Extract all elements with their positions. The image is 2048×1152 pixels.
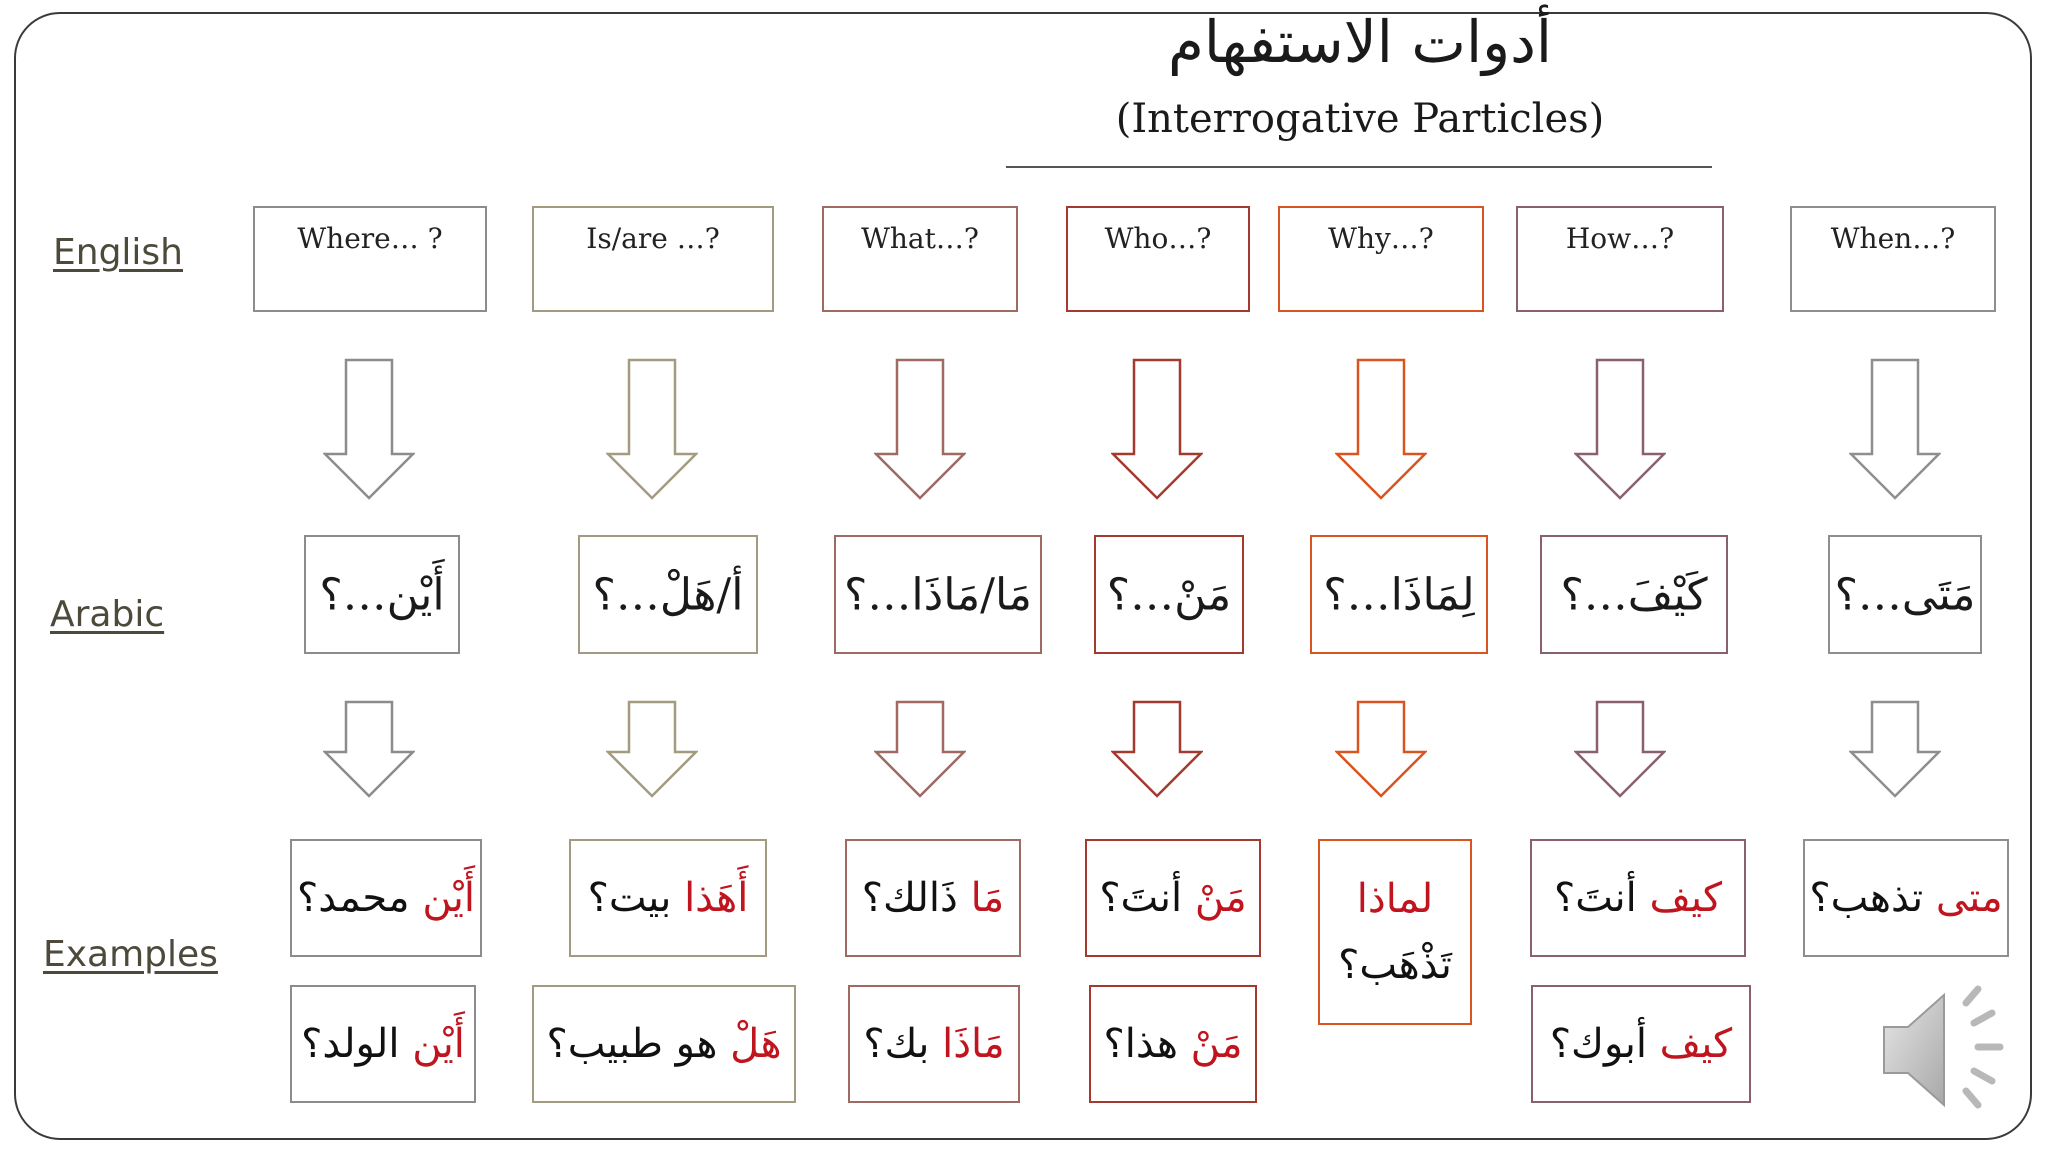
- english-box-what: What…?: [822, 206, 1018, 312]
- english-box-why: Why…?: [1278, 206, 1484, 312]
- arrow-down-icon: [606, 700, 698, 798]
- arrow-down-icon: [1335, 700, 1427, 798]
- arrow-down-icon: [1111, 358, 1203, 500]
- arrow-down-icon: [1849, 358, 1941, 500]
- row-label-english: English: [53, 232, 183, 273]
- arabic-box-who: مَنْ…؟: [1094, 535, 1244, 654]
- example-box-what-2: مَاذَا بك؟: [848, 985, 1020, 1103]
- arrow-down-icon: [1111, 700, 1203, 798]
- title-english: (Interrogative Particles): [1115, 96, 1605, 142]
- arrow-down-icon: [1849, 700, 1941, 798]
- row-label-arabic: Arabic: [50, 594, 165, 635]
- example-box-who-1: مَنْ أنتَ؟: [1085, 839, 1261, 957]
- example-box-is-are-1: أَهَذا بيت؟: [569, 839, 767, 957]
- arabic-box-why: لِمَاذَا…؟: [1310, 535, 1488, 654]
- example-box-when-1: متى تذهب؟: [1803, 839, 2009, 957]
- english-box-who: Who…?: [1066, 206, 1250, 312]
- arabic-box-where: أَيْن…؟: [304, 535, 460, 654]
- example-box-how-2: كيف أبوك؟: [1531, 985, 1751, 1103]
- arabic-box-is-are: أ/هَلْ…؟: [578, 535, 758, 654]
- arrow-down-icon: [1574, 700, 1666, 798]
- arrow-down-icon: [1574, 358, 1666, 500]
- arrow-down-icon: [874, 358, 966, 500]
- english-box-where: Where… ?: [253, 206, 487, 312]
- example-box-who-2: مَنْ هذا؟: [1089, 985, 1257, 1103]
- arrow-down-icon: [606, 358, 698, 500]
- arrow-down-icon: [1335, 358, 1427, 500]
- arrow-down-icon: [323, 700, 415, 798]
- example-box-why-1: لماذا تَذْهَب؟: [1318, 839, 1472, 1025]
- arrow-down-icon: [323, 358, 415, 500]
- example-box-how-1: كيف أنتَ؟: [1530, 839, 1746, 957]
- arabic-box-when: مَتَى…؟: [1828, 535, 1982, 654]
- title-arabic: أدوات الاستفهام: [1167, 8, 1553, 76]
- english-box-when: When…?: [1790, 206, 1996, 312]
- title-divider: [1006, 166, 1712, 168]
- english-box-how: How…?: [1516, 206, 1724, 312]
- arrow-down-icon: [874, 700, 966, 798]
- example-box-where-1: أَيْن محمد؟: [290, 839, 482, 957]
- arabic-box-what: مَا/مَاذَا…؟: [834, 535, 1042, 654]
- speaker-icon[interactable]: [1878, 985, 2018, 1115]
- example-box-is-are-2: هَلْ هو طبيب؟: [532, 985, 796, 1103]
- example-box-where-2: أَيْن الولد؟: [290, 985, 476, 1103]
- example-box-what-1: مَا ذَالك؟: [845, 839, 1021, 957]
- row-label-examples: Examples: [43, 934, 218, 975]
- arabic-box-how: كَيْفَ…؟: [1540, 535, 1728, 654]
- english-box-is-are: Is/are …?: [532, 206, 774, 312]
